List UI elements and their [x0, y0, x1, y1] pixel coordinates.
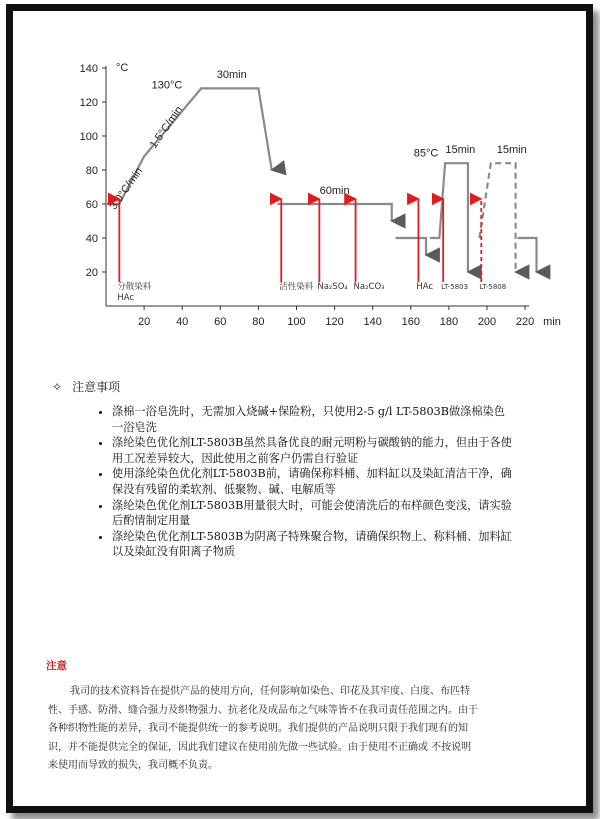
chart-annotation: 60min [319, 184, 350, 197]
dosing-label: 活性染料 [279, 282, 314, 292]
x-tick-label: 180 [439, 316, 459, 328]
chart-annotation: 3.0°C/min [107, 165, 146, 212]
dosing-label: HAc [416, 282, 434, 292]
x-tick-label: 200 [477, 316, 497, 328]
dosing-label: 分散染料 [117, 282, 152, 292]
disclaimer-title: 注意 [46, 660, 67, 672]
x-tick-label: 120 [325, 316, 344, 328]
temperature-profile-line [517, 238, 536, 272]
chart-annotation: 30min [216, 69, 247, 82]
x-tick-label: 60 [214, 316, 227, 328]
dyeing-process-chart [0, 0, 600, 360]
chart-annotation: 130°C [151, 79, 183, 92]
temperature-profile-line [396, 238, 426, 255]
y-tick-label: 120 [79, 97, 98, 109]
y-tick-label: 60 [85, 199, 98, 211]
list-item: • 使用涤纶染色优化剂LT-5803B前，请确保称料桶、加料缸以及染缸清洁干净，确保没有残留的柔软剂、低聚物、碱、电解质等 [112, 466, 512, 497]
list-item: • 涤纶染色优化剂LT-5803B虽然具备优良的耐元明粉与碳酸钠的能力，但由于各使用工况差异较大，因此使用之前客户仍需自行验证 [112, 435, 512, 466]
dosing-label: HAc [117, 293, 135, 303]
x-tick-label: 140 [363, 316, 382, 328]
y-tick-label: 40 [85, 233, 98, 245]
notes-list [92, 404, 512, 560]
diamond-bullet-icon: ✧ [52, 380, 63, 394]
list-item: • 涤棉一浴皂洗时，无需加入烧碱+保险粉，只使用2-5 g/l LT-5803B做涤棉染色一浴皂洗 [112, 404, 512, 435]
disclaimer-text: 我司的技术资料旨在提供产品的使用方向，任何影响如染色、印花及其牢度、白度、布匹特性、手感、防滑、缝合强力及织物强力、抗老化及成品布之气味等皆不在我司责任范围之内。由于各种织物性能的差异，我司不能提供统一的参考说明。我们提供的产品说明只限于我们现有的知识，并不能提供完全的保证，因此我们建议在使用前先做一些试验。由于使用不正确或 不按说明来使用而导致的损失，我司概不负责。 [48, 686, 478, 772]
y-unit-label: °C [116, 62, 129, 74]
dosing-label: Na₂CO₃ [353, 282, 385, 292]
x-tick-label: 160 [401, 316, 420, 328]
temperature-profile-line [430, 163, 468, 272]
notes-heading [52, 378, 120, 395]
x-tick-label: 220 [515, 316, 535, 328]
y-tick-label: 100 [79, 131, 98, 143]
y-tick-label: 80 [85, 165, 98, 177]
list-item: • 涤纶染色优化剂LT-5803B用量很大时，可能会使清洗后的布样颜色变浅，请实验后酌情制定用量 [112, 498, 512, 529]
y-tick-label: 140 [79, 63, 98, 75]
dosing-label: LT-5803 [441, 283, 469, 291]
x-tick-label: 80 [252, 316, 265, 328]
chart-annotation: 15min [496, 144, 527, 156]
temperature-profile-line [479, 163, 515, 272]
chart-annotation: 15min [445, 144, 476, 156]
dosing-label: LT-5808 [479, 283, 507, 291]
x-unit-label: min [543, 316, 561, 328]
dosing-label: Na₂SO₄ [317, 282, 348, 292]
chart-annotation: 1.5°C/min [147, 104, 186, 151]
y-tick-label: 20 [85, 267, 98, 279]
temperature-profile-line [277, 204, 391, 221]
x-tick-label: 40 [176, 316, 189, 328]
x-tick-label: 100 [287, 316, 306, 328]
x-tick-label: 20 [137, 316, 151, 328]
notes-heading-text: 注意事项 [72, 380, 121, 394]
chart-annotation: 85°C [413, 147, 439, 160]
list-item: • 涤纶染色优化剂LT-5803B为阴离子特殊聚合物，请确保织物上、称料桶、加料缸以及染缸没有阳离子物质 [112, 529, 512, 560]
